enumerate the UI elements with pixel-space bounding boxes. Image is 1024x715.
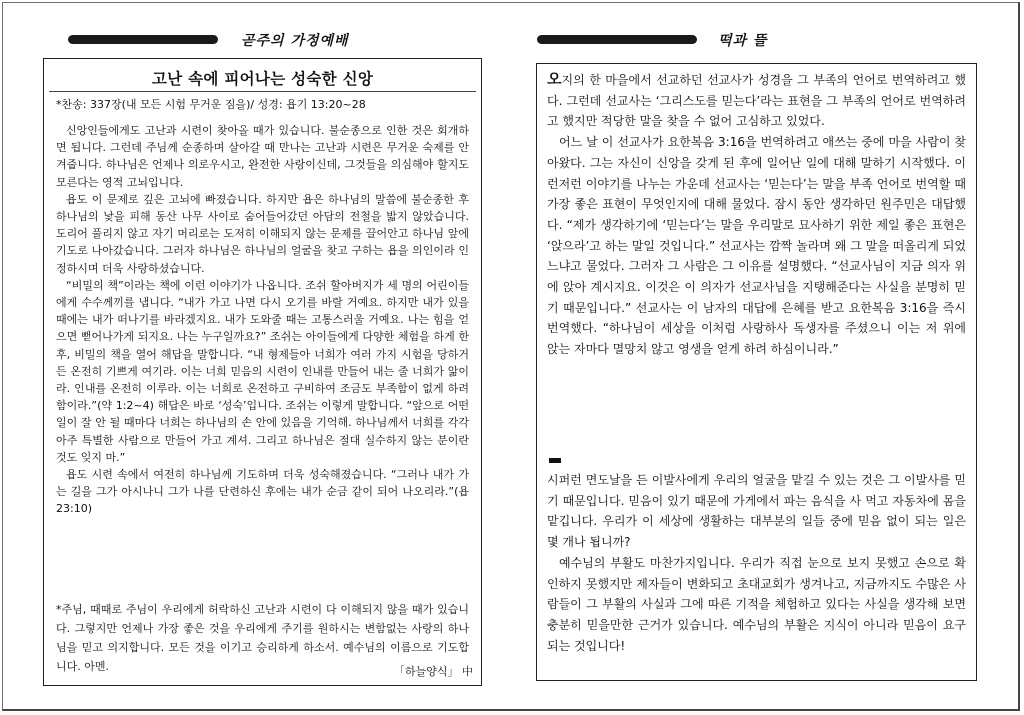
devotion-title: 고난 속에 피어나는 성숙한 신앙 [151,70,374,88]
source-citation: 「하늘양식」 中 [393,665,473,678]
left-header-bar [68,35,218,44]
hymn-scripture-line: *찬송: 337장(내 모든 시험 무거운 짐을)/ 성경: 욥기 13:20~28 [56,98,366,111]
right-header-title: 떡과 뜰 [718,33,768,49]
story-paragraph [547,69,966,132]
reflection-paragraph: 예수님의 부활도 마찬가지입니다. 우리가 직접 눈으로 보지 못했고 손으로 확인하지 못했지만 제자들이 변화되고 초대교회가 생겨나고, 지금까지도 수많은 사람들이 그 부활의 사실과 그에 따른 기적을 체험하고 있다는 사실을 생각해 보면 충분히 믿을만한 근거가 있습니다. 예수님의 부활은 지식이 아니라 믿음이 요구되는 것입니다! [547,555,966,653]
prayer-text: *주님, 때때로 주님이 우리에게 허락하신 고난과 시련이 다 이해되지 않을 때가 있습니다. 그렇지만 언제나 가장 좋은 것을 우리에게 주기를 원하시는 변함없는 사랑의 하나님을 믿고 의지합니다. 모든 것을 이기고 승리하게 하소서. 예수님의 이름으로 기도합니다. 아멘. [56,603,469,673]
title-divider [49,91,476,92]
drop-cap: 오 [547,70,562,88]
story-panel [536,63,977,681]
body-paragraph: 신앙인들에게도 고난과 시련이 찾아올 때가 있습니다. 불순종으로 인한 것은 회개하면 됩니다. 그런데 주님께 순종하며 살아갈 때 만나는 고난과 시련은 무거운 숙제를 안겨줍니다. 하나님은 언제나 의로우시고, 완전한 사랑이신데, 그것들을 의심해야 할지도 모른다는 영적 고뇌입니다. [56,124,469,189]
devotion-panel [43,58,482,686]
reflection-paragraph: 시퍼런 면도날을 든 이발사에게 우리의 얼굴을 맡길 수 있는 것은 그 이발사를 믿기 때문입니다. 믿음이 있기 때문에 가게에서 파는 음식을 사 먹고 자동차에 몸을 맡깁니다. 우리가 이 세상에 생활하는 대부분의 일들 중에 믿음 없이 되는 일은 몇 개나 됩니까? [547,473,966,550]
body-paragraph: 욥도 이 문제로 깊은 고뇌에 빠졌습니다. 하지만 욥은 하나님의 말씀에 불순종한 후 하나님의 낯을 피해 동산 나무 사이로 숨어들어갔던 아담의 전철을 밟지 않았습니다. 도리어 풀리지 않고 자기 머리로는 도저히 이해되지 않는 문제를 끌어안고 하나님 앞에 기도로 나아갔습니다. 그러자 하나님은 하나님의 얼굴을 찾고 구하는 욥을 의인이라 인정하시며 더욱 사랑하셨습니다. [56,192,469,275]
story-first-text: 지의 한 마을에서 선교하던 선교사가 성경을 그 부족의 언어로 번역하려고 했다. 그런데 선교사는 ‘그리스도를 믿는다’라는 표현을 그 부족의 언어로 번역하려고 했지만 적당한 말을 찾을 수 없어 고심하고 있었다. [547,73,966,129]
body-paragraph: “비밀의 책”이라는 책에 이런 이야기가 나옵니다. 조쉬 할아버지가 세 명의 어린이들에게 수수께끼를 냅니다. “내가 가고 나면 다시 오기를 바랄 거예요. 하지만 내가 있을 때에는 내가 떠나기를 바라겠지요. 내가 도와줄 때는 고통스러울 거예요. 나는 힘을 얻으면 뻗어나가게 되지요. 나는 누구일까요?” 조쉬는 아이들에게 다양한 체험을 하게 한 후, 비밀의 책을 열어 해답을 말합니다. “내 형제들아 너희가 여러 가지 시험을 당하거든 온전히 기쁘게 여기라. 이는 너희 믿음의 시련이 인내를 만들어 내는 줄 너희가 앎이라. 인내를 온전히 이루라. 이는 너희로 온전하고 구비하여 조금도 부족함이 없게 하려 함이라.”(약 1:2~4) 해답은 바로 ‘성숙’입니다. 조쉬는 이렇게 말합니다. “앞으로 어떤 일이 잘 안 될 때마다 너희는 하나님의 손 안에 있음을 기억해. 하나님께서 너희를 각각 아주 특별한 사람으로 만들어 가고 계셔. 그리고 하나님은 절대 실수하지 않는 분이란 것도 잊지 마.” [56,278,469,464]
section-separator-mark [549,458,561,463]
story-body [547,69,966,360]
story-paragraph: 어느 날 이 선교사가 요한복음 3:16을 번역하려고 애쓰는 중에 마을 사람이 찾아왔다. 그는 자신이 신앙을 갖게 된 후에 일어난 일에 대해 말하기 시작했다. 이런저런 이야기를 나누는 가운데 선교사는 ‘믿는다’는 말을 부족 언어로 번역할 때 가장 좋은 표현이 무엇인지에 대해 물었다. 잠시 동안 생각하던 원주민은 대답했다. “제가 생각하기에 ‘믿는다’는 말을 우리말로 묘사하기 위한 제일 좋은 표현은 ‘앉으라’고 하는 말일 것입니다.” 선교사는 깜짝 놀라며 왜 그 말을 떠올리게 되었느냐고 물었다. 그러자 그 사람은 그 이유를 설명했다. “선교사님이 지금 의자 위에 앉아 계시지요. 이것은 이 의자가 선교사님을 지탱해준다는 사실을 분명히 믿기 때문입니다.” 선교사는 이 남자의 대답에 은혜를 받고 요한복음 3:16을 즉시 번역했다. “하나님이 세상을 이처럼 사랑하사 독생자를 주셨으니 이는 저 위에 앉는 자마다 멸망치 않고 영생을 얻게 하려 하심이니라.” [547,135,966,357]
reflection-body [547,470,966,656]
devotion-body [56,122,469,518]
body-paragraph: 욥도 시련 속에서 여전히 하나님께 기도하며 더욱 성숙해졌습니다. “그러나 내가 가는 길을 그가 아시나니 그가 나를 단련하신 후에는 내가 순금 같이 되어 나오리라.”(욥 23:10) [56,468,469,516]
right-header-bar [537,35,697,44]
left-header-title: 곧주의 가정예배 [241,33,349,49]
